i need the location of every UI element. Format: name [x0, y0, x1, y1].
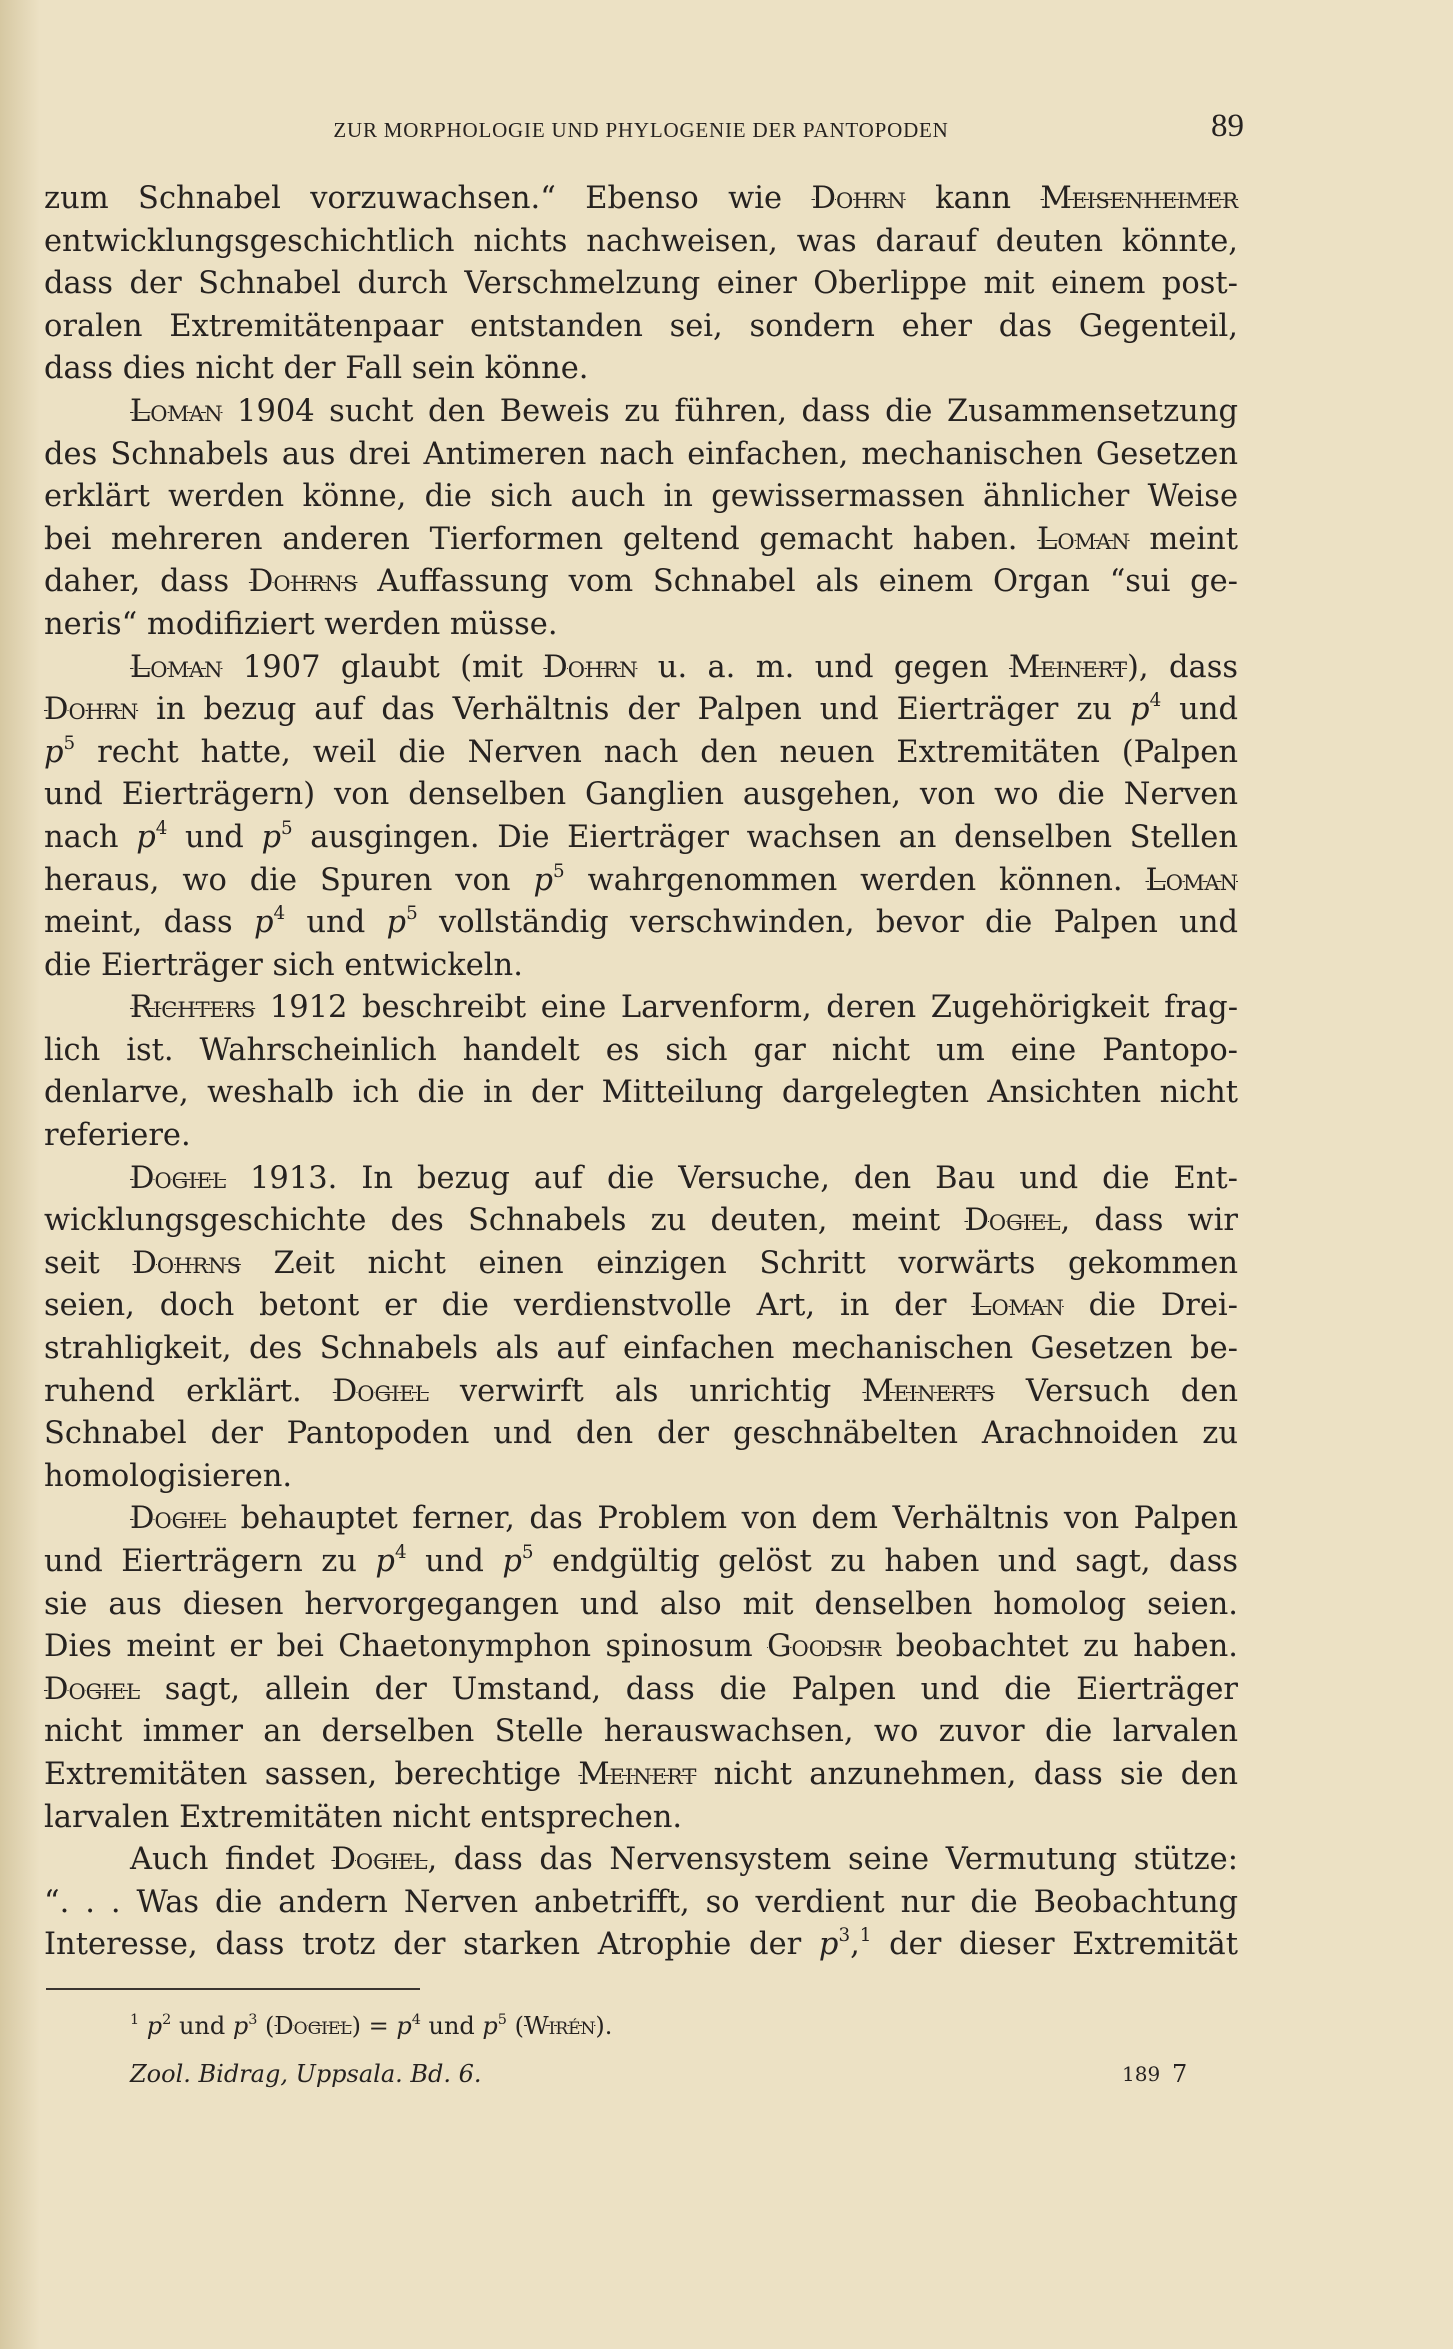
author-name: Richters — [130, 990, 256, 1026]
author-name: Dogiel — [331, 1842, 428, 1878]
author-name: Meinert — [578, 1756, 697, 1792]
text-line: entwicklungsgeschichtlich nichts nachweisen, was darauf deuten könnte, — [44, 223, 1238, 259]
author-name: Dohrns — [248, 564, 358, 600]
text-line: Dogiel 1913. In bezug auf die Versuche, den Bau und die Ent- — [130, 1160, 1238, 1196]
text-line: dass dies nicht der Fall sein könne. — [44, 351, 589, 387]
text-line: homologisieren. — [44, 1458, 293, 1494]
author-name: Dogiel — [130, 1501, 227, 1537]
body-text — [44, 178, 1238, 1967]
text-line: Dogiel behauptet ferner, das Problem von dem Verhältnis von Palpen — [130, 1501, 1238, 1537]
text-line: Richters 1912 beschreibt eine Larvenform, deren Zugehörigkeit frag- — [130, 990, 1238, 1026]
footnote: $^1$ $p^2$ und $p^3$ (Dogiel) = $p^4$ und $p^5$ (Wirén). — [130, 2011, 613, 2040]
text-line: denlarve, weshalb ich die in der Mitteilung dargelegten Ansichten nicht — [44, 1075, 1238, 1111]
author-name: Loman — [1145, 862, 1238, 898]
author-name: Dohrn — [44, 692, 139, 728]
author-name: Meinerts — [862, 1373, 995, 1409]
running-title: ZUR MORPHOLOGIE UND PHYLOGENIE DER PANTOPODEN — [333, 118, 949, 142]
author-name: Loman — [130, 393, 223, 429]
text-line: Interesse, dass trotz der starken Atrophie der $p^3,^1$ der dieser Extremität — [44, 1925, 1238, 1963]
text-line: Dogiel sagt, allein der Umstand, dass die Palpen und die Eierträger — [44, 1671, 1238, 1707]
text-line: und Eierträgern) von denselben Ganglien ausgehen, von wo die Nerven — [44, 777, 1238, 813]
author-name: Meinert — [1009, 649, 1128, 685]
text-line: Extremitäten sassen, berechtige Meinert nicht anzunehmen, dass sie den — [44, 1756, 1238, 1792]
text-line: neris“ modifiziert werden müsse. — [44, 606, 558, 642]
footnote-rule — [46, 1988, 420, 1990]
text-line: erklärt werden könne, die sich auch in gewissermassen ähnlicher Weise — [44, 479, 1238, 515]
author-name: Dohrns — [132, 1245, 241, 1281]
text-line: nicht immer an derselben Stelle herauswachsen, wo zuvor die larvalen — [44, 1714, 1238, 1750]
text-line: bei mehreren anderen Tierformen geltend gemacht haben. Loman meint — [44, 521, 1238, 557]
text-line: Loman 1904 sucht den Beweis zu führen, dass die Zusammensetzung — [130, 393, 1238, 429]
author-name: Dogiel — [332, 1373, 429, 1409]
text-line: lich ist. Wahrscheinlich handelt es sich gar nicht um eine Pantopo- — [44, 1032, 1238, 1068]
text-line: referiere. — [44, 1118, 191, 1154]
imprint-line — [130, 2060, 1190, 2096]
author-name: Dogiel — [130, 1160, 227, 1196]
author-name: Loman — [130, 649, 223, 685]
text-line: “. . . Was die andern Nerven anbetrifft, so verdient nur die Beobachtung — [44, 1884, 1238, 1920]
text-line: zum Schnabel vorzuwachsen.“ Ebenso wie Dohrn kann Meisenheimer — [44, 181, 1239, 216]
footnote-reference: 1 — [859, 1925, 872, 1947]
text-line: $p^5$ recht hatte, weil die Nerven nach den neuen Extremitäten (Palpen — [44, 732, 1238, 770]
text-line: wicklungsgeschichte des Schnabels zu deuten, meint Dogiel, dass wir — [44, 1203, 1238, 1239]
author-name: Goodsir — [767, 1629, 882, 1665]
author-name: Wirén — [523, 2012, 596, 2040]
text-line: heraus, wo die Spuren von $p^5$ wahrgenommen werden können. Loman — [44, 860, 1238, 898]
text-line: seien, doch betont er die verdienstvolle Art, in der Loman die Drei- — [44, 1288, 1238, 1324]
text-line: sie aus diesen hervorgegangen und also mit denselben homolog seien. — [44, 1586, 1238, 1622]
running-head — [46, 108, 1244, 152]
text-line: daher, dass Dohrns Auffassung vom Schnabel als einem Organ “sui ge- — [44, 564, 1238, 600]
author-name: Loman — [971, 1288, 1064, 1324]
author-name: Meisenheimer — [1040, 181, 1239, 216]
page-edge-shadow — [0, 0, 40, 2349]
author-name: Dogiel — [964, 1203, 1061, 1239]
text-line: die Eierträger sich entwickeln. — [44, 947, 523, 983]
text-line: oralen Extremitätenpaar entstanden sei, sondern eher das Gegenteil, — [44, 308, 1238, 344]
author-name: Dohrn — [543, 649, 638, 685]
text-line: dass der Schnabel durch Verschmelzung einer Oberlippe mit einem post- — [44, 266, 1238, 302]
journal-citation: Zool. Bidrag, Uppsala. Bd. 6. — [130, 2060, 482, 2088]
text-line: Auch findet Dogiel, dass das Nervensystem seine Vermutung stütze: — [130, 1842, 1238, 1878]
text-line: Dohrn in bezug auf das Verhältnis der Palpen und Eierträger zu $p^4$ und — [44, 690, 1238, 728]
text-line: Loman 1907 glaubt (mit Dohrn u. a. m. und gegen Meinert), dass — [130, 649, 1238, 685]
author-name: Dogiel — [274, 2012, 352, 2040]
sheet-mark: 189 — [1122, 2062, 1161, 2086]
author-name: Dogiel — [44, 1671, 141, 1707]
text-line: strahligkeit, des Schnabels als auf einfachen mechanischen Gesetzen be- — [44, 1331, 1238, 1367]
text-line: ruhend erklärt. Dogiel verwirft als unrichtig Meinerts Versuch den — [44, 1373, 1238, 1409]
page-number: 89 — [1211, 108, 1244, 144]
text-line: Schnabel der Pantopoden und den der geschnäbelten Arachnoiden zu — [44, 1416, 1238, 1452]
author-name: Dohrn — [811, 181, 906, 216]
text-line: larvalen Extremitäten nicht entsprechen. — [44, 1799, 683, 1835]
text-line: nach $p^4$ und $p^5$ ausgingen. Die Eierträger wachsen an denselben Stellen — [44, 818, 1238, 855]
text-line: und Eierträgern zu $p^4$ und $p^5$ endgültig gelöst zu haben und sagt, dass — [44, 1542, 1239, 1579]
text-line: des Schnabels aus drei Antimeren nach einfachen, mechanischen Gesetzen — [44, 436, 1238, 472]
footnote-marker: 1 — [130, 2011, 140, 2028]
text-line: meint, dass $p^4$ und $p^5$ vollständig verschwinden, bevor die Palpen und — [44, 903, 1238, 941]
author-name: Loman — [1037, 521, 1130, 557]
signature-mark: 7 — [1172, 2060, 1188, 2088]
text-line: Dies meint er bei Chaetonymphon spinosum Goodsir beobachtet zu haben. — [44, 1629, 1238, 1665]
text-line: seit Dohrns Zeit nicht einen einzigen Schritt vorwärts gekommen — [44, 1245, 1238, 1281]
